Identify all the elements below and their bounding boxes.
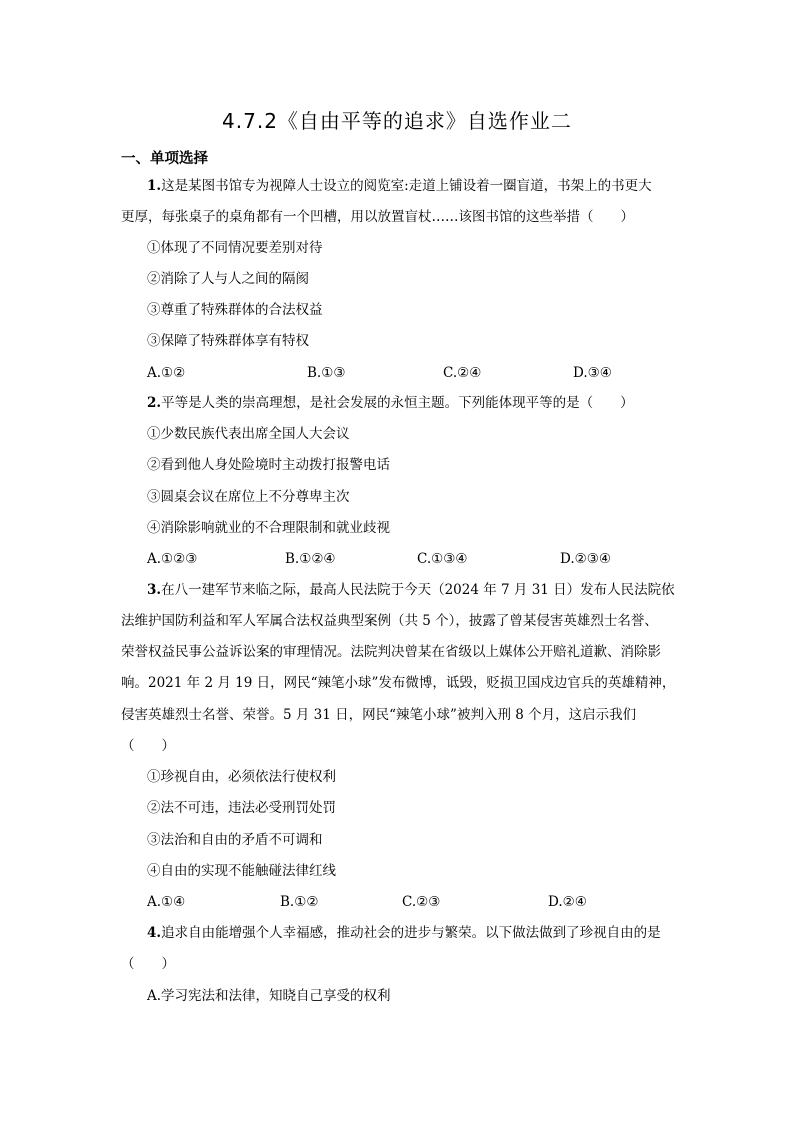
- q3-option-c: C.②③: [402, 894, 441, 910]
- q1-option-d: D.③④: [573, 365, 612, 381]
- q1-number: 1.: [147, 178, 162, 194]
- q3-statement-4: ④自由的实现不能触碰法律红线: [147, 863, 336, 879]
- q3-statement-2: ②法不可违，违法必受刑罚处罚: [147, 800, 336, 816]
- q3-stem-line-1: 3.在八一建军节来临之际，最高人民法院于今天（2024 年 7 月 31 日）发布人民法院依: [147, 582, 675, 598]
- q3-stem-line-2: 法维护国防利益和军人军属合法权益典型案例（共 5 个），披露了曾某侵害英雄烈士名誉、: [121, 613, 658, 629]
- q3-number: 3.: [147, 582, 162, 598]
- q3-stem-line-5: 侵害英雄烈士名誉、荣誉。5 月 31 日，网民“辣笔小球”被判入刑 8 个月，这启示我们: [121, 707, 637, 723]
- q1-option-b: B.①③: [307, 365, 346, 381]
- q2-stem-line-1: 2.平等是人类的崇高理想，是社会发展的永恒主题。下列能体现平等的是（ ）: [147, 395, 634, 411]
- q1-statement-1: ①体现了不同情况要差别对待: [147, 240, 323, 256]
- q3-statement-3: ③法治和自由的矛盾不可调和: [147, 832, 323, 848]
- q2-option-c: C.①③④: [417, 551, 468, 567]
- q4-number: 4.: [147, 925, 162, 941]
- q4-stem-line-1: 4.追求自由能增强个人幸福感，推动社会的进步与繁荣。以下做法做到了珍视自由的是: [147, 925, 661, 941]
- q3-option-a: A.①④: [147, 894, 186, 910]
- q3-stem-line-3: 荣誉权益民事公益诉讼案的审理情况。法院判决曾某在省级以上媒体公开赔礼道歉、消除影: [121, 644, 661, 660]
- q2-option-d: D.②③④: [560, 551, 611, 567]
- q2-statement-2: ②看到他人身处险境时主动拨打报警电话: [147, 457, 390, 473]
- q1-stem-line-2: 更厚，每张桌子的桌角都有一个凹槽，用以放置盲杖……该图书馆的这些举措（ ）: [121, 209, 634, 225]
- q3-statement-1: ①珍视自由，必须依法行使权利: [147, 769, 336, 785]
- q1-statement-4: ③保障了特殊群体享有特权: [147, 333, 309, 349]
- q3-stem-line-4: 响。2021 年 2 月 19 日，网民“辣笔小球”发布微博，诋毁，贬损卫国戍边官兵的英雄精神，: [121, 675, 676, 691]
- q1-statement-2: ②消除了人与人之间的隔阂: [147, 271, 309, 287]
- q2-statement-1: ①少数民族代表出席全国人大会议: [147, 426, 350, 442]
- q1-statement-3: ③尊重了特殊群体的合法权益: [147, 302, 323, 318]
- section-heading: 一、单项选择: [121, 151, 208, 167]
- q2-option-a: A.①②③: [147, 551, 198, 567]
- q2-option-b: B.①②④: [285, 551, 336, 567]
- q4-option-a: A.学习宪法和法律，知晓自己享受的权利: [147, 988, 391, 1004]
- q1-stem-line-1: 1.这是某图书馆专为视障人士设立的阅览室:走道上铺设着一圈盲道，书架上的书更大: [147, 178, 652, 194]
- q3-answer-bracket: （ ）: [121, 738, 175, 754]
- q4-answer-bracket: （ ）: [121, 956, 175, 972]
- q2-number: 2.: [147, 395, 162, 411]
- page-title: 4.7.2《自由平等的追求》自选作业二: [222, 109, 572, 133]
- q2-statement-3: ③圆桌会议在席位上不分尊卑主次: [147, 489, 350, 505]
- q2-statement-4: ④消除影响就业的不合理限制和就业歧视: [147, 520, 390, 536]
- q3-option-b: B.①②: [280, 894, 319, 910]
- q1-option-c: C.②④: [443, 365, 482, 381]
- q3-option-d: D.②④: [548, 894, 587, 910]
- q1-option-a: A.①②: [147, 365, 186, 381]
